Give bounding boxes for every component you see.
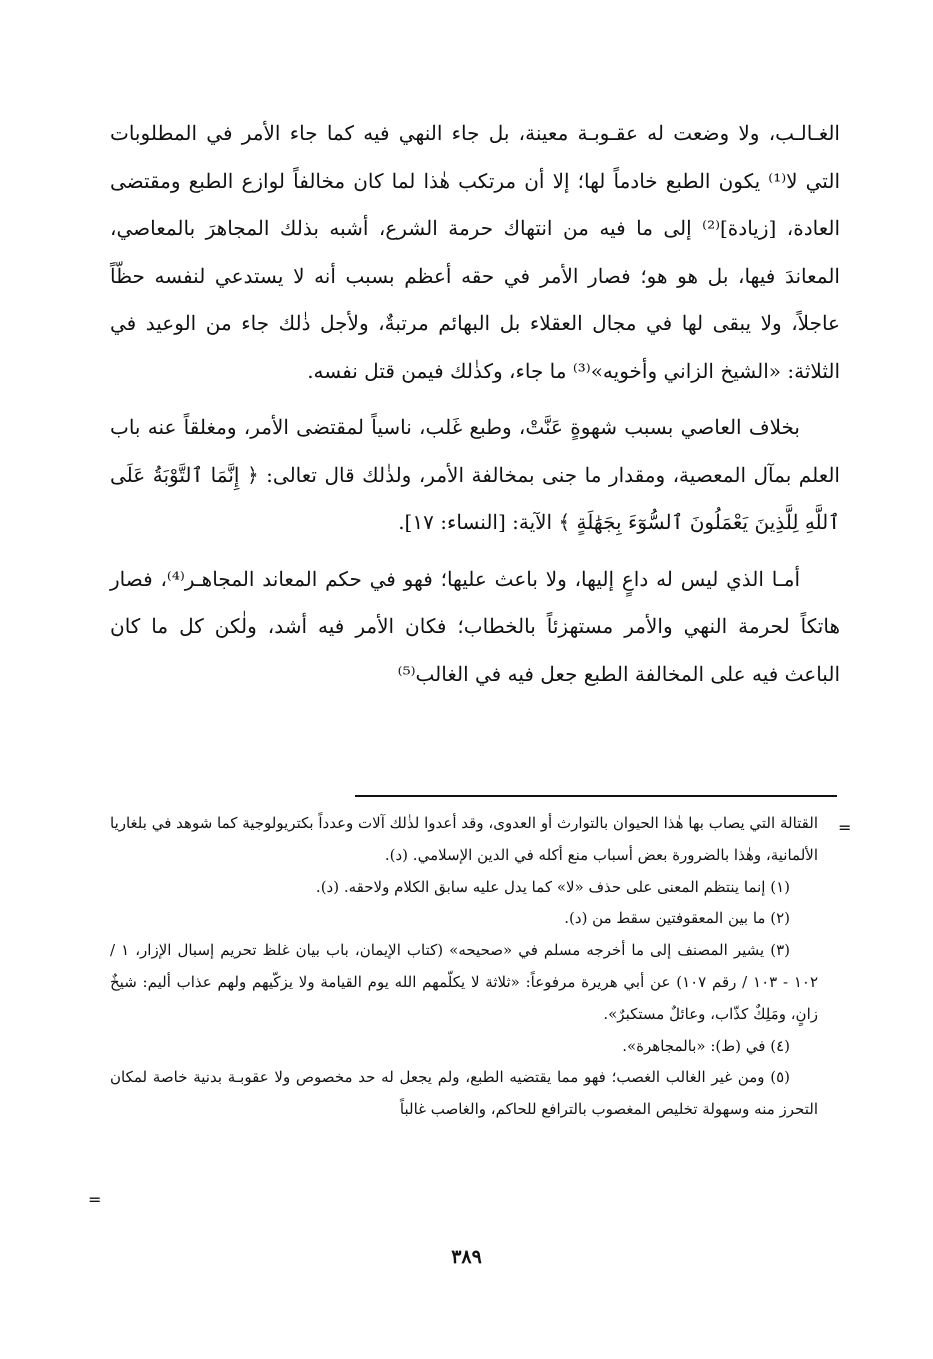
page-number: ٣٨٩ xyxy=(451,1246,482,1268)
footnote-4: (٤) في (ط): «بالمجاهرة». xyxy=(622,1036,790,1055)
paragraph-2: بخلاف العاصي بسبب شهوةٍ عَنَّتْ، وطبع غَلب، ناسياً لمقتضى الأمر، ومغلقاً عنه باب العلم بمآل المعصية، ومقدار ما جنى بمخالفة الأمر، ولذٰلك قال تعالى: ﴿ إِنَّمَا ٱلتَّوْبَةُ عَلَى ٱللَّهِ لِلَّذِينَ يَعْمَلُونَ ٱلسُّوٓءَ بِجَهَٰلَةٍ ﴾ الآية: [النساء: ١٧]. xyxy=(110,415,840,534)
main-text xyxy=(110,110,840,698)
footnote-2: (٢) ما بين المعقوفتين سقط من (د). xyxy=(564,909,790,928)
paragraph-1: الغـالـب، ولا وضعت له عقـوبـة معينة، بل جاء النهي فيه كما جاء الأمر في المطلوبات التي لا⁽¹⁾ يكون الطبع خادماً لها؛ إلا أن مرتكب هٰذا لما كان مخالفاً لوازع الطبع ومقتضى العادة، [زيادة]⁽²⁾ إلى ما فيه من انتهاك حرمة الشرع، أشبه بذلك المجاهرَ بالمعاصي، المعاندَ فيها، بل هو هو؛ فصار الأمر في حقه أعظم بسبب أنه لا يستدعي لنفسه حظّاً عاجلاً، ولا يبقى لها في مجال العقلاء بل البهائم مرتبةٌ، ولأجل ذٰلك جاء من الوعيد في الثلاثة: «الشيخ الزاني وأخويه»⁽³⁾ ما جاء، وكذٰلك فيمن قتل نفسه. xyxy=(110,121,841,383)
footnote-continuation-mark-top: = xyxy=(838,818,852,837)
footnote-3: (٣) يشير المصنف إلى ما أخرجه مسلم في «صحيحه» (كتاب الإيمان، باب بيان غلظ تحريم إسبال الإزار، ١ / ١٠٢ - ١٠٣ / رقم ١٠٧) عن أبي هريرة مرفوعاً: «ثلاثة لا يكلّمهم الله يوم القيامة ولا يزكّيهم ولهم عذاب أليم: شيخٌ زانٍ، ومَلِكٌ كذّاب، وعائلٌ مستكبرٌ». xyxy=(110,941,818,1023)
footnotes xyxy=(110,808,818,1126)
footnote-5: (٥) ومن غير الغالب الغصب؛ فهو مما يقتضيه الطبع، ولم يجعل له حد مخصوص ولا عقوبـة بدنية خاصة لمكان التحرز منه وسهولة تخليص المغصوب بالترافع للحاكم، والغاصب غالباً xyxy=(110,1068,818,1119)
footnote-1: (١) إنما ينتظم المعنى على حذف «لا» كما يدل عليه سابق الكلام ولاحقه. (د). xyxy=(315,877,790,896)
footnote-continuation-mark-bottom: = xyxy=(88,1190,102,1209)
page-body xyxy=(110,110,840,698)
footnote-divider xyxy=(355,795,837,797)
footnote-continuation: القتالة التي يصاب بها هٰذا الحيوان بالتوارث أو العدوى، وقد أعدوا لذٰلك آلات وعدداً بكتريولوجية كما شوهد في بلغاريا الألمانية، وهٰذا بالضرورة بعض أسباب منع أكله في الدين الإسلامي. (د). xyxy=(110,814,818,864)
paragraph-3: أمـا الذي ليس له داعٍ إليها، ولا باعث عليها؛ فهو في حكم المعاند المجاهـر⁽⁴⁾، فصار هاتكاً لحرمة النهي والأمر مستهزئاً بالخطاب؛ فكان الأمر فيه أشد، ولٰكن كل ما كان الباعث فيه على المخالفة الطبع جعل فيه في الغالب⁽⁵⁾ xyxy=(110,566,840,686)
